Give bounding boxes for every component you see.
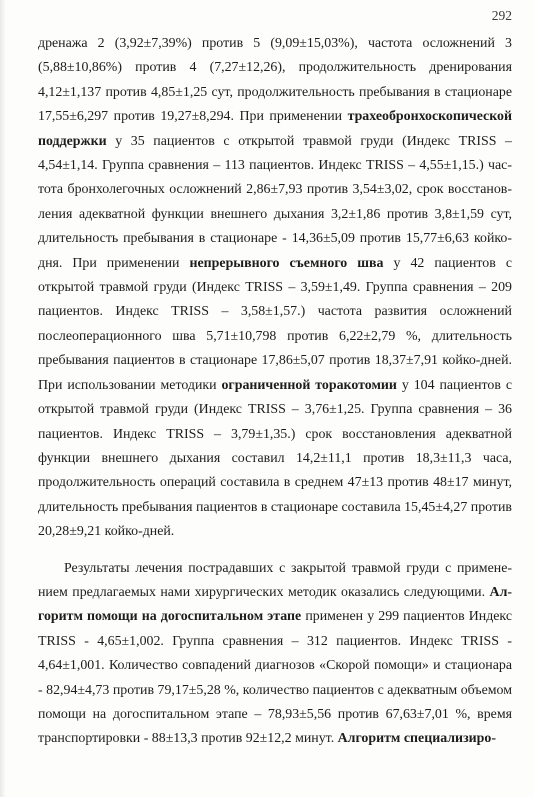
paragraph-text: применен у 299 пациентов Индекс TRISS - 4,65±1,002. Группа сравнения – 312 пациентов. Индекс TRISS - 4,64±1,001. Количество совпадений диагнозов «Скорой помощи» и стационара - 82,94±4,73 против 79,17±5,28 %, количество пациентов с адекватным объемом помощи на догоспитальном этапе – 78,93±5,56 против 67,63±7,01 %, время транспортировки - 88±13,3 против 92±12,2 минут. (38, 609, 512, 747)
method-name-limited-thoracotomy: ограниченной торакотомии (221, 377, 397, 393)
page-number: 292 (491, 8, 512, 23)
scan-edge-shadow (0, 0, 6, 797)
method-name-continuous-removable-suture: непрерывного съемного шва (189, 255, 384, 271)
paragraph-text: у 35 пациентов с открытой травмой груди (Индекс TRISS – 4,54±1,14. Группа сравнения – 113 пациентов. Индекс TRISS – 4,55±1,15.) частота бронхолегочных осложнений 2,86±7,93 против 3,54±3,02, срок восстановления адекватной функции внешнего дыхания 3,2±1,86 против 3,8±1,59 сут, длительность пребывания в стационаре - 14,36±5,09 против 15,77±6,63 койко-дня. При применении (38, 133, 512, 271)
paragraph-text: Результаты лечения пострадавших с закрытой травмой груди с применением предлагаемых нами хирургических методик оказались следующими. (38, 560, 512, 600)
document-body (38, 32, 512, 752)
paragraph-text: у 104 пациентов с открытой травмой груди (Индекс TRISS – 3,76±1,25. Группа сравнения – 36 пациентов. Индекс TRISS – 3,79±1,35.) срок восстановления адекватной функции внешнего дыхания составил 14,2±11,1 против 18,3±11,3 часа, продолжительность операций составила в среднем 47±13 против 48±17 минут, длительность пребывания пациентов в стационаре составила 15,45±4,27 против 20,28±9,21 койко-дней. (38, 377, 512, 540)
method-name-prehospital-algorithm: Алгоритм помощи на догоспитальном этапе (38, 584, 512, 625)
method-name-tracheobronchoscopic-support: трахеобронхоскопической поддержки (38, 109, 512, 149)
paragraph-closed-chest-trauma-results (38, 557, 512, 752)
paragraph-open-chest-trauma-results (38, 32, 512, 545)
method-name-specialized-algorithm: Алгоритм специализиро- (337, 731, 496, 747)
paragraph-text: дренажа 2 (3,92±7,39%) против 5 (9,09±15,03%), частота осложнений 3 (5,88±10,86%) против 4 (7,27±12,26), продолжительность дренирования 4,12±1,137 против 4,85±1,25 сут, продолжительность пребывания в стационаре 17,55±6,297 против 19,27±8,294. При применении (38, 36, 512, 125)
paragraph-text: у 42 пациентов с открытой травмой груди (Индекс TRISS – 3,59±1,49. Группа сравнения – 209 пациентов. Индекс TRISS – 3,58±1,57.) частота развития осложнений послеоперационного шва 5,71±10,798 против 6,22±2,79 %, длительность пребывания пациентов в стационаре 17,86±5,07 против 18,37±7,91 койко-дней. При использовании методики (38, 255, 512, 393)
